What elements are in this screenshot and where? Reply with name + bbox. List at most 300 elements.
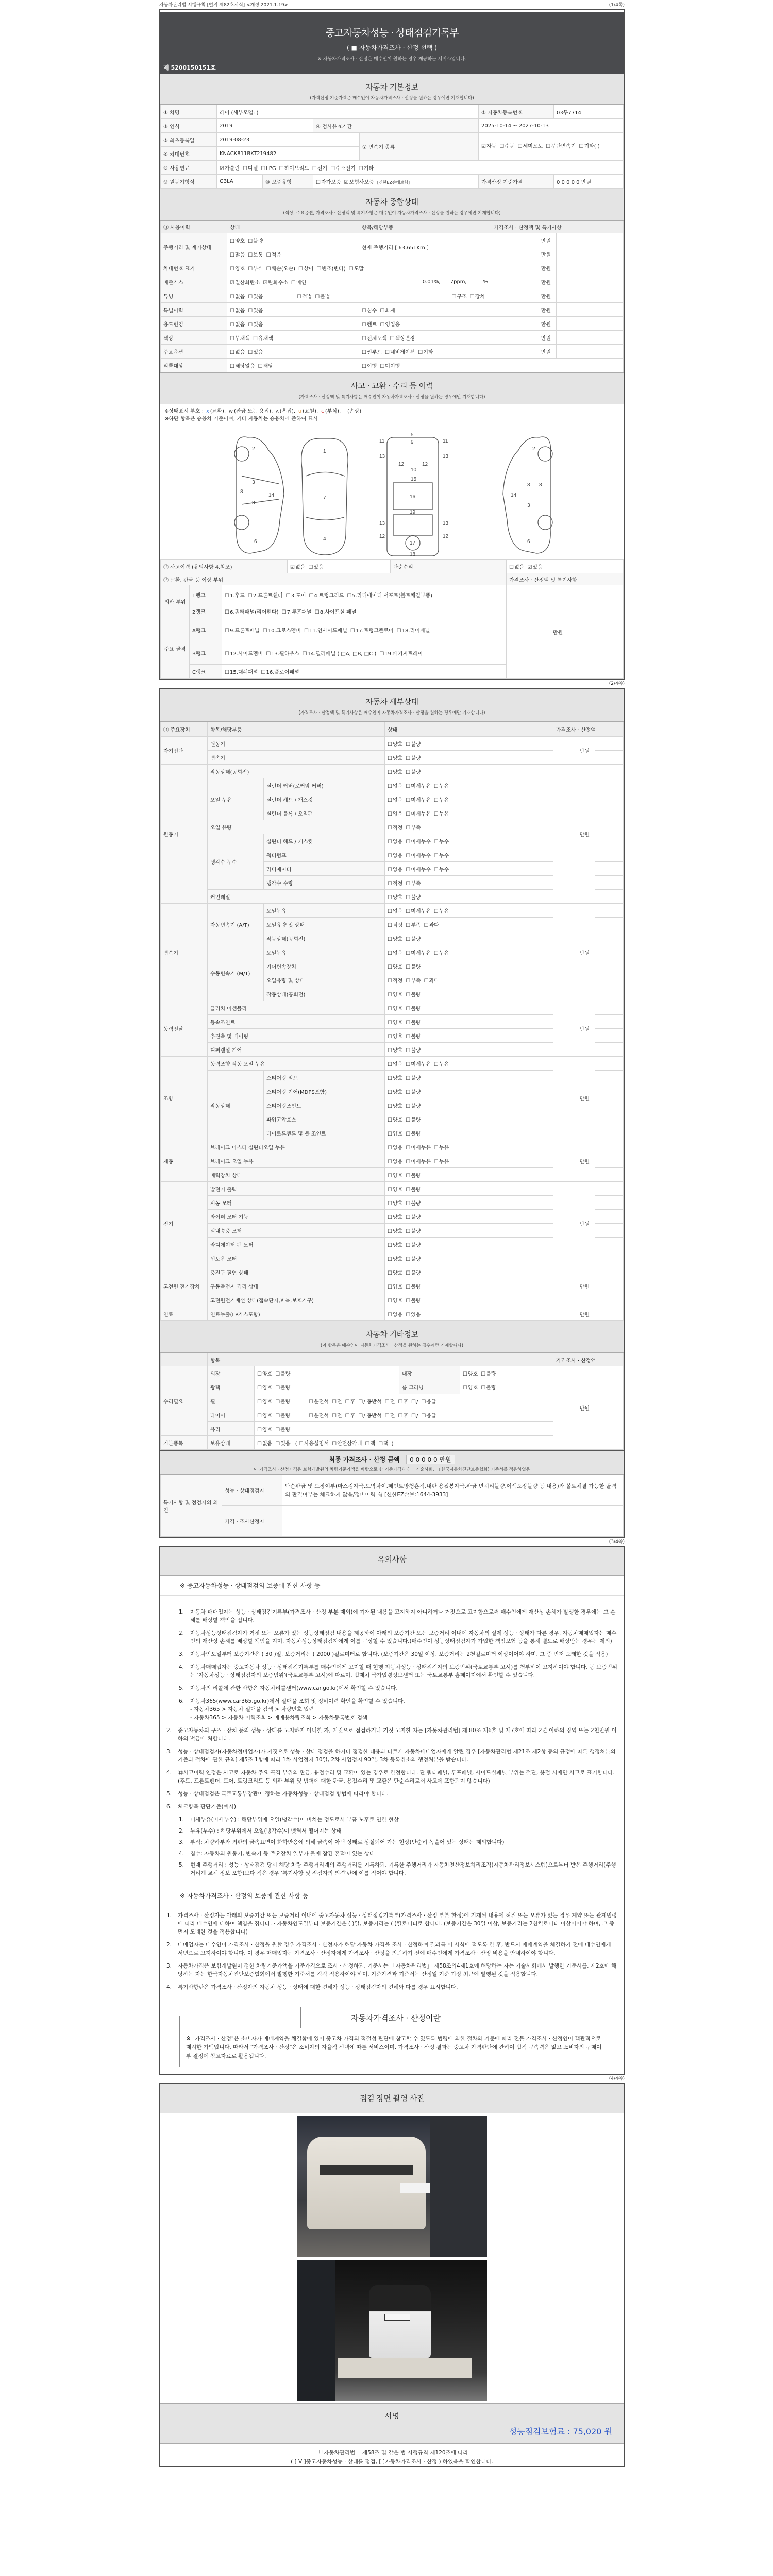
checkbox-option[interactable]: ☐ 장치 [470,292,485,300]
rank-2-parts [222,604,507,618]
checkbox-option[interactable]: ☐ 9.프론트패널 [225,626,260,634]
checkbox-option[interactable]: ☐ 있음 [248,306,263,314]
svg-text:4: 4 [323,536,326,542]
checkbox-option[interactable]: ☐ 3.도어 [286,591,306,599]
price-note [595,1098,624,1112]
checkbox-option[interactable]: ☐ 12.사이드멤버 [225,649,263,657]
checkbox-option[interactable]: ☐ 네비게이션 [385,348,415,355]
checkbox-option[interactable]: ☐ 양호 [388,1185,402,1193]
checkbox-option[interactable]: ☐ 하이브리드 [279,164,309,172]
checkbox-option[interactable]: ☐ 불량 [406,1227,421,1234]
checkbox-option[interactable]: ☐ 불량 [406,740,421,748]
legend-symbol: W [229,409,233,414]
checkbox-option[interactable]: ☐ 이행 [362,362,377,369]
checkbox-option[interactable]: ☐ 불량 [481,1369,496,1377]
status-options [385,1210,553,1224]
checkbox-option[interactable]: ☐ 없음 [388,1143,402,1151]
section-title: 자동차 기타정보 [365,1330,418,1339]
checkbox-option[interactable]: ☐ 양호 [388,1241,402,1248]
document-header [160,10,624,74]
price-note [595,1029,624,1043]
checkbox-option[interactable]: ☐ 2.프론트휀더 [248,591,283,599]
checkbox-option[interactable]: ☐ 있음 [248,348,263,355]
recall-parts [359,359,624,372]
item-text: 매매업자는 매수인이 가격조사 · 산정을 원할 경우 가격조사 · 산정자가 해당 자동차 가격을 조사 · 산정하여 결과를 이 서식에 적도록 한 후, 반드시 매매계약을 체결하기 전에 매수인에게 서면으로 고지하여야 합니다. 이 경우 매매업자는 가격조사 · 산정자에게 가격조사 · 산정을 의뢰하기 전에 매수인에게 가격조사 · 산정 비용을 안내하여야 합니다. [178,1942,611,1956]
checkbox-option[interactable]: ☐ 누유 [434,1060,449,1067]
price-note [595,1265,624,1279]
checkbox-option[interactable]: ☐ 누유 [434,1143,449,1151]
checkbox-option[interactable]: ☐ 양호 [388,1018,402,1026]
checkbox-option[interactable]: ☐ 양호 [388,990,402,998]
checkbox-option[interactable]: ☐ 6.쿼터패널(리어휀다) [225,607,279,615]
checkbox-option[interactable]: ☐ 불량 [275,1411,290,1419]
checkbox-option[interactable]: ☑ 자동 [481,142,496,152]
checkbox-option[interactable]: ☐ 있음 [406,1310,421,1318]
checkbox-option[interactable]: ☐ 양호 [388,1282,402,1290]
item-number: 5. [166,1791,172,1797]
checkbox-option[interactable]: ☐ 5.라디에이터 서포트(볼트체결부품) [347,591,432,599]
label-outer-panels: 외판 부위 [161,585,190,618]
checkbox-option[interactable]: ☐ 없음 [230,348,245,355]
checkbox-option[interactable]: ☐ 누유 [434,1157,449,1165]
svg-text:13: 13 [379,521,385,527]
warranty-options [316,180,377,185]
checkbox-option[interactable]: ☐ 과다 [424,921,439,928]
checkbox-option[interactable]: ☐ 상이 [298,264,313,272]
checkbox-option[interactable]: ☐ 잭 [365,1439,375,1447]
item-name: 오일유량 및 상태 [264,973,385,987]
checkbox-option[interactable]: ☐ 양호 [257,1425,272,1433]
checkbox-option[interactable]: ☐ 있음 [248,320,263,328]
checkbox-option[interactable]: ☐ 화재 [380,306,395,314]
section-title: 자동차 세부상태 [365,697,418,706]
checkbox-option[interactable]: ☐ 양호 [388,1115,402,1123]
checkbox-option[interactable]: ☐ 불량 [406,1046,421,1054]
checkbox-option[interactable]: ☐ 후 [345,1397,356,1405]
section-notes [160,1547,624,1576]
checkbox-option[interactable]: ☐ 11.인사이드패널 [304,626,347,634]
checkbox-option[interactable]: ☐ 후 [398,1411,408,1419]
checkbox-option[interactable]: ☐ 디젤 [243,164,258,172]
checkbox-option[interactable]: ☐ 전기 [312,164,327,172]
checkbox-option[interactable]: ☐ 양호 [257,1369,272,1377]
list-item [179,1827,617,1835]
checkbox-option[interactable]: ☐ 양호 [388,1296,402,1304]
status-options [385,904,553,918]
checkbox-option[interactable]: ☐ 양호 [388,1129,402,1137]
price-unit: 만원 [491,261,557,275]
checkbox-option[interactable]: ☐ 구조 [451,292,466,300]
checkbox-option[interactable]: ☐ 부식 [248,264,263,272]
checkbox-option[interactable]: ☐ 적정 [388,921,402,928]
checkbox-option[interactable]: ☐ 4.트렁크리드 [309,591,344,599]
checkbox-option[interactable]: ☐ 전 [385,1411,395,1419]
checkbox-option[interactable]: ☐ 운전석 [309,1397,329,1405]
checkbox-option[interactable]: ☐ / [411,1399,418,1405]
checkbox-option[interactable]: ☐ 불량 [406,990,421,998]
checkbox-option[interactable]: ☐ 많음 [230,250,245,258]
svg-text:12: 12 [379,534,385,539]
checkbox-option[interactable]: ☐ 해당없음 [230,362,255,369]
checkbox-option[interactable]: ☐ 없음 [388,1310,402,1318]
checkbox-option[interactable]: ☐ 없음 [388,1157,402,1165]
checkbox-option[interactable]: ☐ 미세누유 [406,1143,431,1151]
checkbox-option[interactable]: ☐ 불량 [406,1129,421,1137]
checkbox-option[interactable]: ☐ 부족 [406,921,421,928]
checkbox-option[interactable]: ☐ 불량 [406,962,421,970]
inspection-record [159,0,625,2467]
checkbox-option[interactable]: ☐ 미세누유 [406,782,431,789]
checkbox-option[interactable]: ☐ 불량 [406,1088,421,1095]
device-category: 고전원 전기장치 [161,1265,208,1307]
checkbox-option[interactable]: ☐ 없음 [509,563,524,570]
label-final-price: 최종 가격조사 · 산정 금액 [329,1456,400,1463]
checkbox-option[interactable]: ☐ 응급 [421,1411,436,1419]
checkbox-option[interactable]: ☐ / 동반석 [358,1411,382,1419]
checkbox-option[interactable]: ☐ 없음 [230,292,245,300]
checkbox-option[interactable]: ☐ 후 [398,1397,408,1405]
checkbox-option[interactable]: ☐ 누수 [434,865,449,873]
checkbox-option[interactable]: ☐ 불량 [481,1383,496,1391]
list-item [166,1962,617,1978]
status-options [385,1140,553,1154]
checkbox-option[interactable]: ☐ 미세누유 [406,948,431,956]
checkbox-option[interactable]: ☐ 응급 [421,1397,436,1405]
checkbox-option[interactable]: ☐ 10.크로스멤버 [263,626,301,634]
status-options [385,1251,553,1265]
col-device: ⑭ 주요장치 [161,722,208,737]
checkbox-option[interactable]: ☐ 도말 [349,264,364,272]
checkbox-option[interactable]: ☐ 불량 [406,1004,421,1012]
col-item: 항목/해당부품 [208,722,385,737]
checkbox-option[interactable]: ☐ 양호 [230,236,245,244]
checkbox-option[interactable]: ☐ 부족 [406,976,421,984]
checkbox-option[interactable]: ☐ 잭 [378,1439,389,1447]
item-number: 4. [166,1770,172,1776]
price-unit: 만원 [507,585,568,679]
checkbox-option[interactable]: ☐ 양호 [388,768,402,775]
checkbox-option[interactable]: ☐ 미세누수 [406,865,431,873]
checkbox-option[interactable]: ☐ 17.트렁크플로어 [350,626,394,634]
svg-text:19: 19 [410,510,416,515]
checkbox-option[interactable]: ☐ 없음 [388,1060,402,1067]
checkbox-option[interactable]: ☐ 14.필러패널 ( □A, □B, □C ) [303,649,377,657]
checkbox-option[interactable]: ☑ 가솔린 [220,164,240,172]
price-unit: 만원 [491,303,557,317]
item-name: 시동 모터 [208,1196,385,1210]
price-note [595,1084,624,1098]
checkbox-option[interactable]: ☐ 양호 [388,1074,402,1081]
checkbox-option[interactable]: ☐ 미세누유 [406,795,431,803]
price-note [595,890,624,904]
checkbox-option[interactable]: ☐ 양호 [388,754,402,761]
checkbox-option[interactable]: ☐ 수동 [499,142,514,152]
engine-type: G3LA [217,175,263,189]
section-title: 사고 · 교환 · 수리 등 이력 [350,381,433,391]
svg-text:7: 7 [323,495,326,501]
checkbox-option[interactable]: ☐ / 동반석 [358,1397,382,1405]
checkbox-option[interactable]: ☐ 양호 [388,1227,402,1234]
checkbox-option[interactable]: ☐ 운전석 [309,1411,329,1419]
checkbox-option[interactable]: ☐ 양호 [257,1397,272,1405]
checkbox-option[interactable]: ☐ 양호 [257,1411,272,1419]
checkbox-option[interactable]: ☑ 보험사보증 [344,178,374,185]
checkbox-option[interactable]: ☐ 양호 [388,1088,402,1095]
price-unit: 만원 [553,1265,595,1307]
checkbox-option[interactable]: ☐ 18.리어패널 [397,626,430,634]
penalty-list [166,1726,617,1811]
checkbox-option[interactable]: ☐ 양호 [463,1383,478,1391]
checkbox-option[interactable]: ☐ 15.대쉬패널 [225,668,258,675]
checkbox-option[interactable]: ☐ 양호 [388,1101,402,1109]
checkbox-option[interactable]: ☐ 불량 [406,1241,421,1248]
checkbox-option[interactable]: ☐ 무단변속기 [546,142,576,152]
checkbox-option[interactable]: ☐ 영업용 [380,320,400,328]
list-item [166,1941,617,1957]
item-name: 클러치 어셈블리 [208,1001,385,1015]
checkbox-option[interactable]: ☐ 불량 [406,893,421,901]
checkbox-option[interactable]: ☐ 양호 [388,1171,402,1179]
checkbox-option[interactable]: ☐ 불량 [406,754,421,761]
checkbox-option[interactable]: ☐ 무채색 [230,334,250,342]
status-options [385,1084,553,1098]
checkbox-option[interactable]: ☐ 기타( ) [579,142,599,152]
checkbox-option[interactable]: ☐ 16.플로어패널 [261,668,299,675]
checkbox-option[interactable]: ☐ 8.사이드실 패널 [315,607,357,615]
emission-options [227,275,359,289]
main-options-parts [359,345,491,359]
checkbox-option[interactable]: ☐ 없음 [257,1439,272,1447]
checkbox-option[interactable]: ☐ 훼손(오손) [266,264,295,272]
checkbox-option[interactable]: ☐ 부족 [406,879,421,887]
checkbox-option[interactable]: ☐ 안전삼각대 [332,1439,362,1447]
rank-c-parts [222,665,507,679]
checkbox-option[interactable]: ☐ 사용설명서 [299,1439,329,1447]
checkbox-option[interactable]: ☐ 양호 [230,264,245,272]
list-item [179,1663,617,1680]
label-room-cleaning: 룸 크리닝 [399,1380,460,1394]
checkbox-option[interactable]: ☐ 불법 [315,292,330,300]
legend-symbol: U [298,409,301,414]
checkbox-option[interactable]: ☐ 13.휠하우스 [266,649,299,657]
checkbox-option[interactable]: ☐ 불량 [406,1296,421,1304]
checkbox-option[interactable]: ☐ 양호 [388,1046,402,1054]
checkbox-option[interactable]: ☐ 미세누유 [406,1060,431,1067]
legend-symbol: C [321,409,324,414]
svg-text:14: 14 [268,493,275,498]
checkbox-option[interactable]: ☐ 누유 [434,948,449,956]
price-note [595,848,624,862]
label-simple-repair: 단순수리 [391,560,507,573]
checkbox-option[interactable]: ☐ 없음 [388,865,402,873]
checkbox-option[interactable]: ☐ 후 [345,1411,356,1419]
checkbox-option[interactable]: ☐ 미세누수 [406,837,431,845]
checkbox-option[interactable]: ☐ LPG [261,166,276,172]
checkbox-option[interactable]: ☐ 없음 [388,782,402,789]
item-name: 라디에이터 [264,862,385,876]
svg-text:3: 3 [527,503,530,509]
legend-text: (부식), [325,409,341,414]
price-note [595,751,624,765]
checkbox-option[interactable]: ☐ 기타 [418,348,433,355]
item-number: 3. [179,1839,184,1845]
item-text: ⑫사고이력 인정은 사고로 자동차 주요 골격 부위의 판금, 용접수리 및 교환이 있는 경우로 한정합니다. 단 쿼터패널, 루프패널, 사이드실패널 부위는 절단, 용접 시에만 사고로 표기합니다. (후드, 프론트펜더, 도어, 트렁크리드 등 외판 부위 및 범퍼에 대한 판금, 용접수리 및 교환은 단순수리로서 사고에 포함되지 않습니다) [178,1770,615,1784]
checkbox-option[interactable]: ☐ 없음 [388,795,402,803]
checkbox-option[interactable]: ☐ 침수 [362,306,377,314]
status-options [385,1293,553,1307]
checkbox-option[interactable]: ☑ 탄화수소 [263,278,288,286]
status-options [385,1168,553,1182]
checkbox-option[interactable]: ☐ 자가보증 [316,178,341,185]
checkbox-option[interactable]: ☐ 수소전기 [330,164,356,172]
checkbox-option[interactable]: ☐ 불량 [406,1199,421,1207]
checkbox-option[interactable]: ☐ 기타 [359,164,374,172]
checkbox-option[interactable]: ☐ 불량 [275,1369,290,1377]
svg-text:13: 13 [379,454,385,460]
checkbox-option[interactable]: ☐ 없음 [388,837,402,845]
col-item: 항목 [208,1353,553,1366]
checkbox-option[interactable]: ☐ 없음 [388,851,402,859]
section-subtitle: (가격조사 · 산정액 및 특기사항은 매수인이 자동차가격조사 · 산정을 원하는 경우에만 기재합니다) [298,395,485,400]
checkbox-option[interactable]: ☐ 있음 [248,292,263,300]
checkbox-option[interactable]: ☐ 유채색 [253,334,273,342]
checkbox-option[interactable]: ☐ 보통 [248,250,263,258]
checkbox-option[interactable]: ☐ 세미오토 [518,142,543,152]
checkbox-option[interactable]: ☐ 미이행 [380,362,400,369]
checkbox-option[interactable]: ☐ 누수 [434,837,449,845]
checkbox-option[interactable]: ☐ 양호 [388,962,402,970]
checkbox-option[interactable]: ☐ 양호 [388,740,402,748]
checkbox-option[interactable]: ☐ 적정 [388,879,402,887]
checkbox-option[interactable]: ☐ 없음 [230,306,245,314]
checkbox-option[interactable]: ☐ 적정 [388,823,402,831]
final-price [160,1450,624,1475]
checkbox-option[interactable]: ☐ 전 [385,1397,395,1405]
checkbox-option[interactable]: ☐ 7.루프패널 [282,607,312,615]
checkbox-option[interactable]: ☐ 불량 [406,1255,421,1262]
checkbox-option[interactable]: ☐ 해당 [258,362,273,369]
checkbox-option[interactable]: ☐ 누유 [434,809,449,817]
definition-box [179,2013,612,2067]
price-note [595,806,624,820]
label-main-frame: 주요 골격 [161,618,190,679]
checkbox-option[interactable]: ☐ 미세누수 [406,851,431,859]
checkbox-option[interactable]: ☐ 양호 [463,1369,478,1377]
checkbox-option[interactable]: ☐ 불량 [275,1397,290,1405]
checkbox-option[interactable]: ☐ 불량 [406,1282,421,1290]
checkbox-option[interactable]: ☐ 양호 [257,1383,272,1391]
checkbox-option[interactable]: ☐ 전 [332,1397,342,1405]
checkbox-option[interactable]: ☐ 매연 [291,278,306,286]
device-category: 자기진단 [161,737,208,765]
item-number: 1. [179,1817,184,1823]
wheel-positions [306,1394,553,1408]
item-name: 작동상태(공회전) [264,987,385,1001]
checkbox-option[interactable]: ☐ 적정 [388,976,402,984]
checkbox-option[interactable]: ☐ 과다 [424,976,439,984]
label-car-name: ① 차명 [161,105,217,119]
checkbox-option[interactable]: ☐ 양호 [388,1032,402,1040]
checkbox-option[interactable]: ☐ 불량 [406,1213,421,1221]
checkbox-option[interactable]: ☐ 누유 [434,907,449,914]
checkbox-option[interactable]: ☐ 전체도색 [362,334,387,342]
checkbox-option[interactable]: ☐ 불량 [406,768,421,775]
checkbox-option[interactable]: ☐ 양호 [388,893,402,901]
rank-1-parts [222,585,507,604]
checkbox-option[interactable]: ☐ 불량 [406,1074,421,1081]
checkbox-option[interactable]: ☐ 불량 [406,1115,421,1123]
checkbox-option[interactable]: ☐ 없음 [388,948,402,956]
checkbox-option[interactable]: ☐ 누수 [434,851,449,859]
checkbox-option[interactable]: ☐ 1.후드 [225,591,245,599]
svg-text:12: 12 [443,534,449,539]
checkbox-option[interactable]: ☐ 양호 [388,1268,402,1276]
checkbox-option[interactable]: ☑ 없음 [290,563,305,570]
checkbox-option[interactable]: ☐ 불량 [406,935,421,942]
list-item [179,1650,617,1658]
checkbox-option[interactable]: ☐ 불량 [248,236,263,244]
checkbox-option[interactable]: ☐ 없음 [388,907,402,914]
checkbox-option[interactable]: ☐ 미세누유 [406,907,431,914]
tuning-options [227,289,294,303]
main-options [227,345,359,359]
checkbox-option[interactable]: ☐ 불량 [406,1018,421,1026]
checkbox-option[interactable]: ☐ 없음 [388,809,402,817]
checkbox-option[interactable]: ☐ 양호 [388,1004,402,1012]
table-row [161,1001,624,1015]
checkbox-option[interactable]: ☐ 양호 [388,1199,402,1207]
checkbox-option[interactable]: ☐ 변조(변타) [316,264,345,272]
checkbox-option[interactable]: ☐ 적법 [297,292,312,300]
label-base-price: 가격산정 기준가격 [479,175,554,189]
checkbox-option[interactable]: ☐ 양호 [388,1255,402,1262]
criteria-list [166,1816,617,1877]
checkbox-option[interactable]: ☐ 불량 [406,1185,421,1193]
checkbox-option[interactable]: ☐ 불량 [275,1383,290,1391]
checkbox-option[interactable]: ☐ 미세누유 [406,809,431,817]
checkbox-option[interactable]: ☐ 적음 [266,250,281,258]
checkbox-option[interactable]: ☐ 없음 [230,320,245,328]
checkbox-option[interactable]: ☐ 색상변경 [390,334,415,342]
checkbox-option[interactable]: ☐ 부족 [406,823,421,831]
checkbox-option[interactable]: ☐ 불량 [275,1425,290,1433]
item-name: 추진축 및 베어링 [208,1029,385,1043]
checkbox-option[interactable]: ☐ 누유 [434,795,449,803]
price-note [595,1168,624,1182]
checkbox-option[interactable]: ☐ 불량 [406,1268,421,1276]
checkbox-option[interactable]: ☐ 있음 [275,1439,290,1447]
checkbox-option[interactable]: ☑ 있음 [527,563,542,570]
definition-text: ※ "가격조사 · 산정"은 소비자가 매매계약을 체결함에 있어 중고차 가격의 적절성 판단에 참고할 수 있도록 법령에 의한 절차와 기준에 따라 전문 가격조사 · 산정인이 객관적으로 제시한 가액입니다. 따라서 "가격조사 · 산정"은 소비자의 자율적 선택에 따른 서비스이며, 가격조사 · 산정 결과는 중고차 가격판단에 관하여 법적 구속력은 없고 소비자의 구매여부 결정에 참고자료로 활용됩니다. [186,2036,602,2059]
checkbox-option[interactable]: ☐ 렌트 [362,320,377,328]
checkbox-option[interactable]: ☐ 양호 [388,935,402,942]
checkbox-option[interactable]: ☐ 누유 [434,782,449,789]
checkbox-option[interactable]: ☐ 있음 [308,563,323,570]
status-options [385,778,553,792]
emission-values: 0.01%, 7ppm, % [359,275,491,289]
checkbox-option[interactable]: ☐ 전 [332,1411,342,1419]
checkbox-option[interactable]: ☐ 미세누유 [406,1157,431,1165]
checkbox-option[interactable]: ☐ 불량 [406,1032,421,1040]
checkbox-option[interactable]: ☐ 불량 [406,1101,421,1109]
checkbox-option[interactable]: ☐ 썬루프 [362,348,382,355]
checkbox-option[interactable]: ☐ 불량 [406,1171,421,1179]
list-item [179,1697,617,1722]
checkbox-option[interactable]: ☐ 양호 [388,1213,402,1221]
checkbox-option[interactable]: ☑ 일산화탄소 [230,278,260,286]
checkbox-option[interactable]: ☐ / [411,1413,418,1419]
checkbox-option[interactable]: ☐ 19.패키지트레이 [379,649,423,657]
